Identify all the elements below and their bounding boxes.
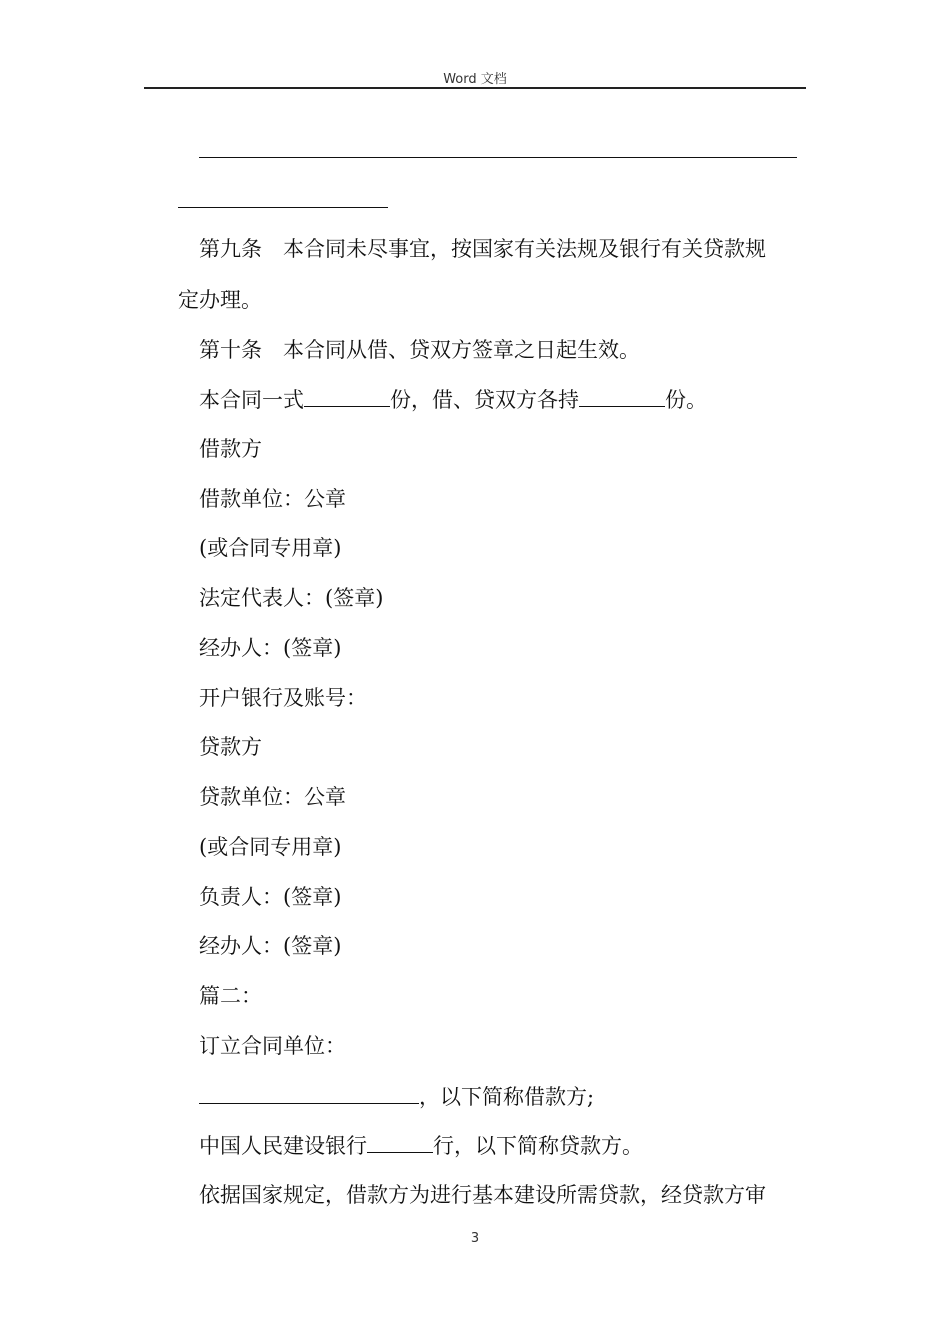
borrower-representative: 法定代表人：(签章) xyxy=(199,586,384,610)
article-10: 第十条 本合同从借、贷双方签章之日起生效。 xyxy=(199,338,640,362)
copies-blank-1 xyxy=(304,386,390,407)
basis-line: 依据国家规定，借款方为进行基本建设所需贷款，经贷款方审 xyxy=(199,1183,766,1207)
lender-unit: 贷款单位：公章 xyxy=(199,785,346,809)
bank-branch-blank xyxy=(367,1132,433,1153)
copies-line xyxy=(199,386,707,413)
lender-title: 贷款方 xyxy=(199,735,262,759)
lender-agent: 经办人：(签章) xyxy=(199,934,342,958)
bank-name: 中国人民建设银行 xyxy=(199,1134,367,1158)
borrower-name-line xyxy=(199,1083,594,1110)
borrower-title: 借款方 xyxy=(199,437,262,461)
copies-text-3: 份。 xyxy=(665,388,707,412)
blank-rule-short xyxy=(178,207,388,208)
lender-head: 负责人：(签章) xyxy=(199,885,342,909)
page-number: 3 xyxy=(470,1231,480,1246)
bank-line xyxy=(199,1132,643,1159)
copies-text-1: 本合同一式 xyxy=(199,388,304,412)
contract-parties-label: 订立合同单位： xyxy=(199,1034,346,1058)
lender-seal: (或合同专用章) xyxy=(199,835,342,859)
borrower-short-name: ，以下简称借款方; xyxy=(419,1085,595,1109)
borrower-bank-account: 开户银行及账号： xyxy=(199,686,367,710)
article-9-line-1: 第九条 本合同未尽事宜，按国家有关法规及银行有关贷款规 xyxy=(199,237,766,261)
page-header: Word 文档 xyxy=(443,72,507,87)
copies-text-2: 份，借、贷双方各持 xyxy=(390,388,579,412)
borrower-agent: 经办人：(签章) xyxy=(199,636,342,660)
bank-short-name: 行，以下简称贷款方。 xyxy=(433,1134,643,1158)
borrower-seal: (或合同专用章) xyxy=(199,536,342,560)
borrower-unit: 借款单位：公章 xyxy=(199,487,346,511)
borrower-name-blank xyxy=(199,1083,419,1104)
blank-rule-long xyxy=(199,157,797,158)
part-two-heading: 篇二： xyxy=(199,984,262,1008)
copies-blank-2 xyxy=(579,386,665,407)
article-9-line-2: 定办理。 xyxy=(178,288,262,312)
